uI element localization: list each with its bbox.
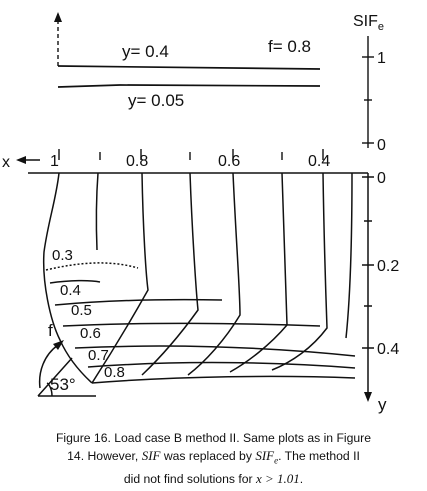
angle-label: 53° <box>50 375 76 394</box>
caption-sif: SIF <box>141 448 161 463</box>
curve-f-0-9 <box>92 376 355 383</box>
caption-line-2-post: . The method II <box>278 449 360 463</box>
x-tick-label-0-8: 0.8 <box>126 153 149 170</box>
figure-caption <box>14 430 413 488</box>
caption-line-2-pre: 14. However, <box>67 449 142 463</box>
curve-f-0-6 <box>63 323 320 326</box>
caption-line-3-post: . <box>299 471 304 486</box>
caption-math: x > 1.01 <box>255 470 300 486</box>
caption-sife: $SIF_e$ <box>255 448 279 466</box>
x-line-0-35 <box>346 173 352 338</box>
bottom-plot <box>38 173 374 402</box>
curve-label-0-7: 0.7 <box>88 347 109 364</box>
y-axis-arrowhead <box>364 392 372 402</box>
y-axis-label: y <box>378 395 387 414</box>
x-axis-label: x <box>2 154 10 171</box>
sife-axis-title: $SIF_e$ <box>353 13 385 33</box>
caption-line-1: Figure 16. Load case B method II. Same plots as in Figure <box>55 431 371 445</box>
caption-line-2 <box>14 447 413 470</box>
f-label: f <box>48 321 53 340</box>
curve-label-0-6: 0.6 <box>80 325 101 342</box>
caption-line-3-pre: did not find solutions for <box>123 471 256 486</box>
caption-line-3 <box>14 470 413 488</box>
y-tick-label-0-4: 0.4 <box>377 341 400 358</box>
x-line-0-4 <box>272 173 327 370</box>
x-line-0-7 <box>142 173 198 375</box>
curve-f-0-7 <box>75 346 355 356</box>
curve-y-0-4 <box>58 66 320 69</box>
label-y-bottom: y= 0.05 <box>128 91 185 110</box>
curve-label-0-5: 0.5 <box>71 302 92 319</box>
x-line-0-6 <box>188 173 240 375</box>
sife-tick-label-0: 0 <box>377 137 386 154</box>
top-plot <box>54 12 374 148</box>
y-tick-label-0: 0 <box>377 170 386 187</box>
caption-line-2-mid: was replaced by <box>160 449 256 463</box>
x-tick-label-0-4: 0.4 <box>308 153 331 170</box>
x-line-0-9 <box>96 173 98 250</box>
curve-label-0-3: 0.3 <box>52 247 73 264</box>
curve-y-0-05 <box>58 85 320 87</box>
curve-label-0-8: 0.8 <box>104 364 125 381</box>
x-axis-arrowhead <box>16 156 26 164</box>
sife-tick-label-1: 1 <box>377 50 386 67</box>
curve-f-0-8 <box>88 363 355 368</box>
label-y-top: y= 0.4 <box>122 42 169 61</box>
y-tick-label-0-2: 0.2 <box>377 258 400 275</box>
label-f: f= 0.8 <box>268 37 312 56</box>
top-left-arrowhead <box>54 12 62 22</box>
x-tick-label-0-6: 0.6 <box>218 153 241 170</box>
x-tick-label-1: 1 <box>50 153 59 170</box>
curve-label-0-4: 0.4 <box>60 282 81 299</box>
